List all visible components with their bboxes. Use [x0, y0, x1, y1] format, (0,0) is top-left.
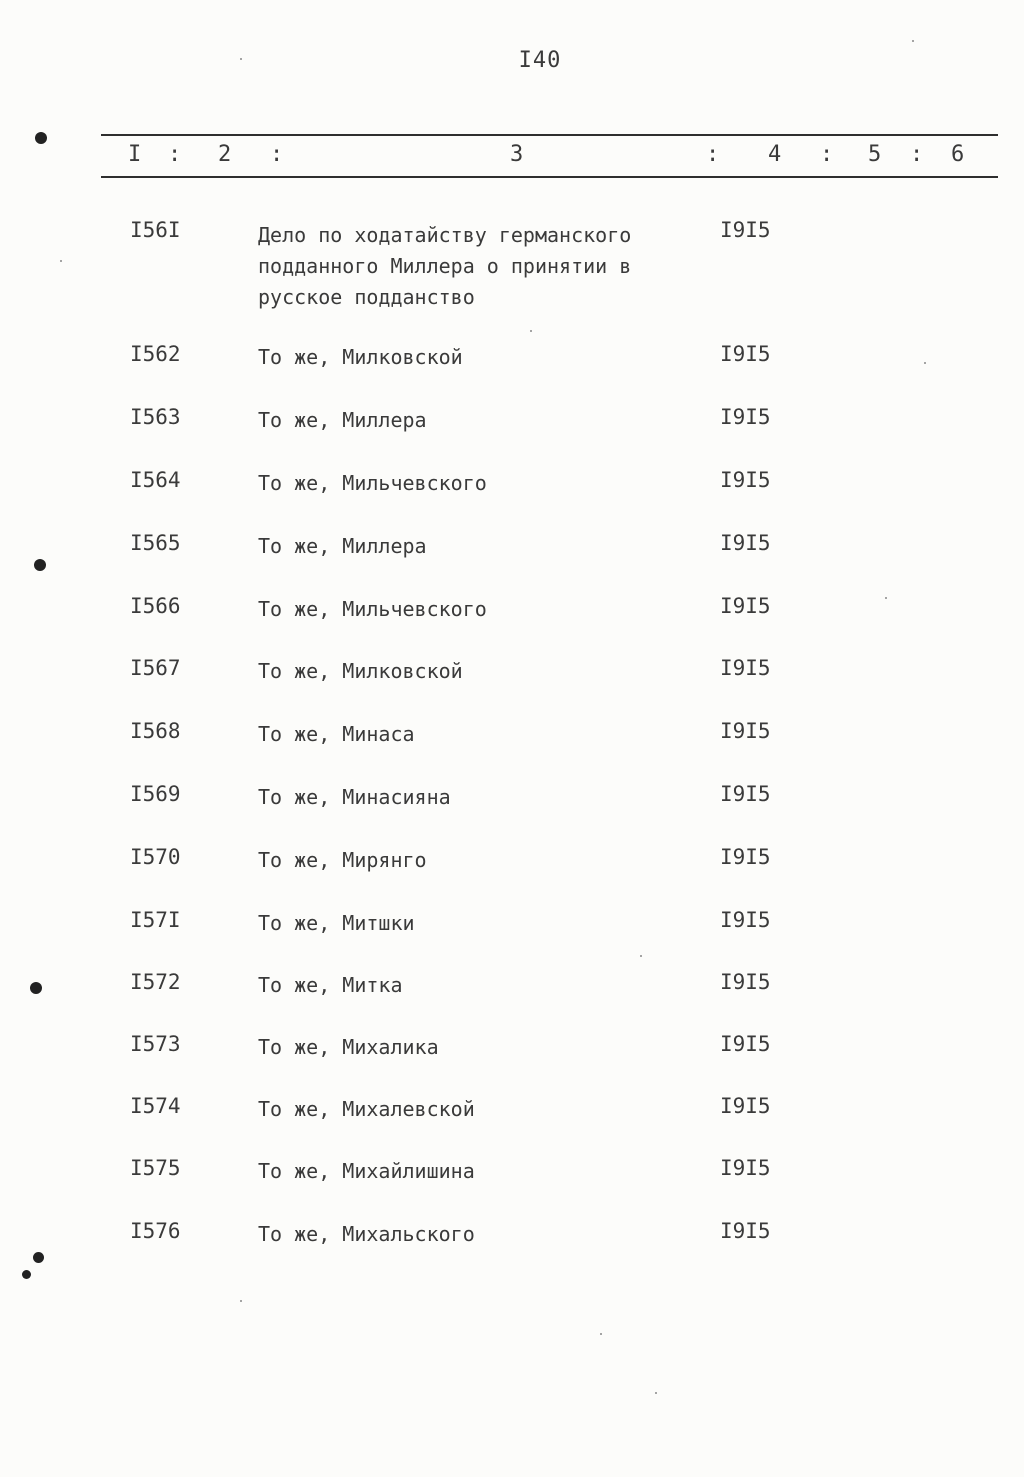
- punch-hole-mark: [34, 559, 46, 571]
- record-year: I9I5: [720, 845, 771, 869]
- record-title: Дело по ходатайству германского подданного Миллера о принятии в русское подданство: [258, 223, 632, 309]
- table-row: [0, 342, 1024, 382]
- record-number: I570: [130, 845, 181, 869]
- header-col-1: I: [128, 142, 142, 167]
- record-title: То же, Милковской: [258, 659, 463, 683]
- table-row: [0, 656, 1024, 696]
- table-row: [0, 405, 1024, 445]
- page-number: I40: [518, 48, 562, 73]
- record-number: I567: [130, 656, 181, 680]
- scan-speck: [240, 58, 242, 60]
- header-col-2: 2: [218, 142, 232, 167]
- table-row: [0, 1032, 1024, 1072]
- table-row: [0, 908, 1024, 948]
- scan-speck: [912, 40, 914, 42]
- table-row: [0, 1094, 1024, 1134]
- record-title: То же, Миллера: [258, 408, 427, 432]
- record-number: I568: [130, 719, 181, 743]
- table-row: [0, 845, 1024, 885]
- record-year: I9I5: [720, 531, 771, 555]
- header-col-6: 6: [951, 142, 965, 167]
- record-title: То же, Митка: [258, 973, 403, 997]
- scan-speck: [924, 362, 926, 364]
- record-title: То же, Михалика: [258, 1035, 439, 1059]
- scan-speck: [885, 597, 887, 599]
- scan-speck: [240, 1300, 242, 1302]
- table-row: [0, 782, 1024, 822]
- record-number: I566: [130, 594, 181, 618]
- record-title: То же, Миллера: [258, 534, 427, 558]
- header-separator: :: [168, 142, 182, 167]
- table-row: [0, 468, 1024, 508]
- table-row: [0, 218, 1024, 309]
- scan-speck: [60, 260, 62, 262]
- record-year: I9I5: [720, 468, 771, 492]
- record-year: I9I5: [720, 970, 771, 994]
- record-year: I9I5: [720, 1032, 771, 1056]
- table-row: [0, 970, 1024, 1010]
- header-col-4: 4: [768, 142, 782, 167]
- record-year: I9I5: [720, 594, 771, 618]
- table-row: [0, 719, 1024, 759]
- record-number: I573: [130, 1032, 181, 1056]
- punch-hole-mark: [30, 982, 42, 994]
- table-row: [0, 1219, 1024, 1259]
- punch-hole-mark: [35, 132, 47, 144]
- record-year: I9I5: [720, 1094, 771, 1118]
- record-number: I575: [130, 1156, 181, 1180]
- record-number: I572: [130, 970, 181, 994]
- record-number: I57I: [130, 908, 181, 932]
- table-row: [0, 1156, 1024, 1196]
- record-title: То же, Михайлишина: [258, 1159, 475, 1183]
- table-row: [0, 531, 1024, 571]
- punch-hole-mark: [33, 1252, 44, 1263]
- header-col-5: 5: [868, 142, 882, 167]
- record-year: I9I5: [720, 1219, 771, 1243]
- record-number: I569: [130, 782, 181, 806]
- record-title: То же, Мильчевского: [258, 597, 487, 621]
- record-year: I9I5: [720, 908, 771, 932]
- record-year: I9I5: [720, 719, 771, 743]
- record-number: I56I: [130, 218, 181, 242]
- header-separator: :: [820, 142, 834, 167]
- record-year: I9I5: [720, 1156, 771, 1180]
- record-number: I562: [130, 342, 181, 366]
- punch-hole-mark: [22, 1270, 31, 1279]
- header-bottom-rule: [101, 176, 998, 178]
- record-title: То же, Михальского: [258, 1222, 475, 1246]
- record-year: I9I5: [720, 342, 771, 366]
- header-separator: :: [910, 142, 924, 167]
- record-number: I574: [130, 1094, 181, 1118]
- record-year: I9I5: [720, 218, 771, 242]
- record-title: То же, Михалевской: [258, 1097, 475, 1121]
- header-separator: :: [706, 142, 720, 167]
- scan-speck: [655, 1392, 657, 1394]
- table-row: [0, 594, 1024, 634]
- record-number: I563: [130, 405, 181, 429]
- scan-speck: [530, 330, 532, 332]
- record-title: То же, Митшки: [258, 911, 415, 935]
- record-year: I9I5: [720, 405, 771, 429]
- record-number: I564: [130, 468, 181, 492]
- record-title: То же, Минасияна: [258, 785, 451, 809]
- scan-speck: [600, 1333, 602, 1335]
- record-number: I565: [130, 531, 181, 555]
- record-year: I9I5: [720, 782, 771, 806]
- header-top-rule: [101, 134, 998, 136]
- record-title: То же, Мирянго: [258, 848, 427, 872]
- header-col-3: 3: [510, 142, 524, 167]
- header-separator: :: [270, 142, 284, 167]
- record-title: То же, Милковской: [258, 345, 463, 369]
- scan-speck: [640, 955, 642, 957]
- record-year: I9I5: [720, 656, 771, 680]
- record-number: I576: [130, 1219, 181, 1243]
- record-title: То же, Минаса: [258, 722, 415, 746]
- record-title: То же, Мильчевского: [258, 471, 487, 495]
